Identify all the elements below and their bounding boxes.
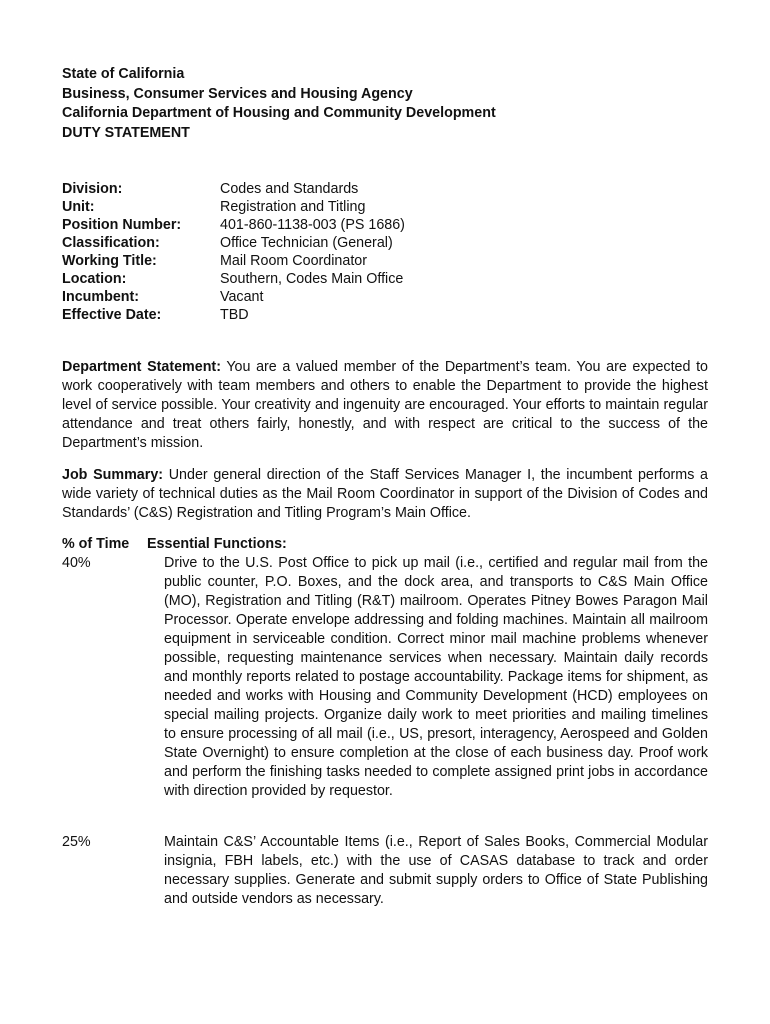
position-fields: [62, 180, 405, 324]
document-title: DUTY STATEMENT: [62, 124, 190, 141]
field-label: Division:: [62, 181, 123, 197]
header-agency: Business, Consumer Services and Housing Agency: [62, 85, 413, 102]
field-label: Working Title:: [62, 253, 157, 269]
function-percent: 25%: [62, 834, 91, 850]
job-summary-label: Job Summary:: [62, 467, 164, 483]
header-department: California Department of Housing and Community Development: [62, 105, 496, 121]
field-row: [62, 216, 405, 234]
field-row: [62, 234, 405, 252]
field-value: Southern, Codes Main Office: [220, 271, 404, 287]
field-label: Incumbent:: [62, 289, 140, 305]
department-statement: [62, 358, 708, 453]
field-label: Location:: [62, 271, 127, 287]
field-row: [62, 180, 405, 198]
field-value: Mail Room Coordinator: [220, 253, 367, 269]
field-label: Effective Date:: [62, 307, 162, 323]
field-row: [62, 252, 405, 270]
field-label: Unit:: [62, 199, 95, 215]
field-value: Vacant: [220, 289, 264, 305]
document-header: [62, 65, 496, 143]
field-label: Position Number:: [62, 217, 182, 233]
field-value: Registration and Titling: [220, 199, 366, 215]
function-text: Drive to the U.S. Post Office to pick up mail (i.e., certified and regular mail from the public counter, P.O. Boxes, and the dock area, and transports to C&S Main Office (MO), Registration and Titling (R&T) mailroom. Operates Pitney Bowes Paragon Mail Processor. Operate envelope addressing and folding machines. Maintain all mailroom equipment in serviceable condition. Correct minor mail machine problems whenever possible, requesting maintenance services when necessary. Maintain daily records and monthly reports related to postage accountability. Package items for shipment, as needed and works with Housing and Community Development (HCD) employees on special mailing projects. Organize daily work to meet priorities and mailing timelines to ensure processing of all mail (i.e., US, presort, interagency, Aerospeed and Golden State Overnight) to ensure completion at the close of each business day. Proof work and perform the finishing tasks needed to complete assigned print jobs in accordance with direction provided by requestor.: [164, 555, 708, 799]
department-statement-label: Department Statement:: [62, 359, 221, 375]
field-row: [62, 288, 405, 306]
job-summary: [62, 466, 708, 523]
field-label: Classification:: [62, 235, 160, 251]
field-row: [62, 198, 405, 216]
function-text: Maintain C&S’ Accountable Items (i.e., Report of Sales Books, Commercial Modular insignia, FBH labels, etc.) with the use of CASAS database to track and order necessary supplies. Generate and submit supply orders to Office of State Publishing and outside vendors as necessary.: [164, 834, 708, 907]
department-statement-text: You are a valued member of the Department’s team. You are expected to work cooperatively with team members and others to enable the Department to provide the highest level of service possible. Your creativity and ingenuity are encouraged. Your efforts to maintain regular attendance and treat others fairly, honestly, and with respect are critical to the success of the Department’s mission.: [62, 359, 708, 451]
percent-time-heading: % of Time: [62, 536, 130, 552]
field-value: Codes and Standards: [220, 181, 359, 197]
functions-header: [62, 535, 287, 554]
field-row: [62, 270, 405, 288]
function-item: [62, 554, 708, 801]
function-item: [62, 833, 708, 909]
field-row: [62, 306, 405, 324]
field-value: TBD: [220, 307, 249, 323]
field-value: 401-860-1138-003 (PS 1686): [220, 217, 405, 233]
job-summary-text: Under general direction of the Staff Services Manager I, the incumbent performs a wide variety of technical duties as the Mail Room Coordinator in support of the Division of Codes and Standards’ (C&S) Registration and Titling Program’s Main Office.: [62, 467, 708, 521]
header-state: State of California: [62, 66, 185, 82]
essential-functions-heading: Essential Functions:: [147, 536, 287, 552]
function-percent: 40%: [62, 555, 91, 571]
field-value: Office Technician (General): [220, 235, 393, 251]
